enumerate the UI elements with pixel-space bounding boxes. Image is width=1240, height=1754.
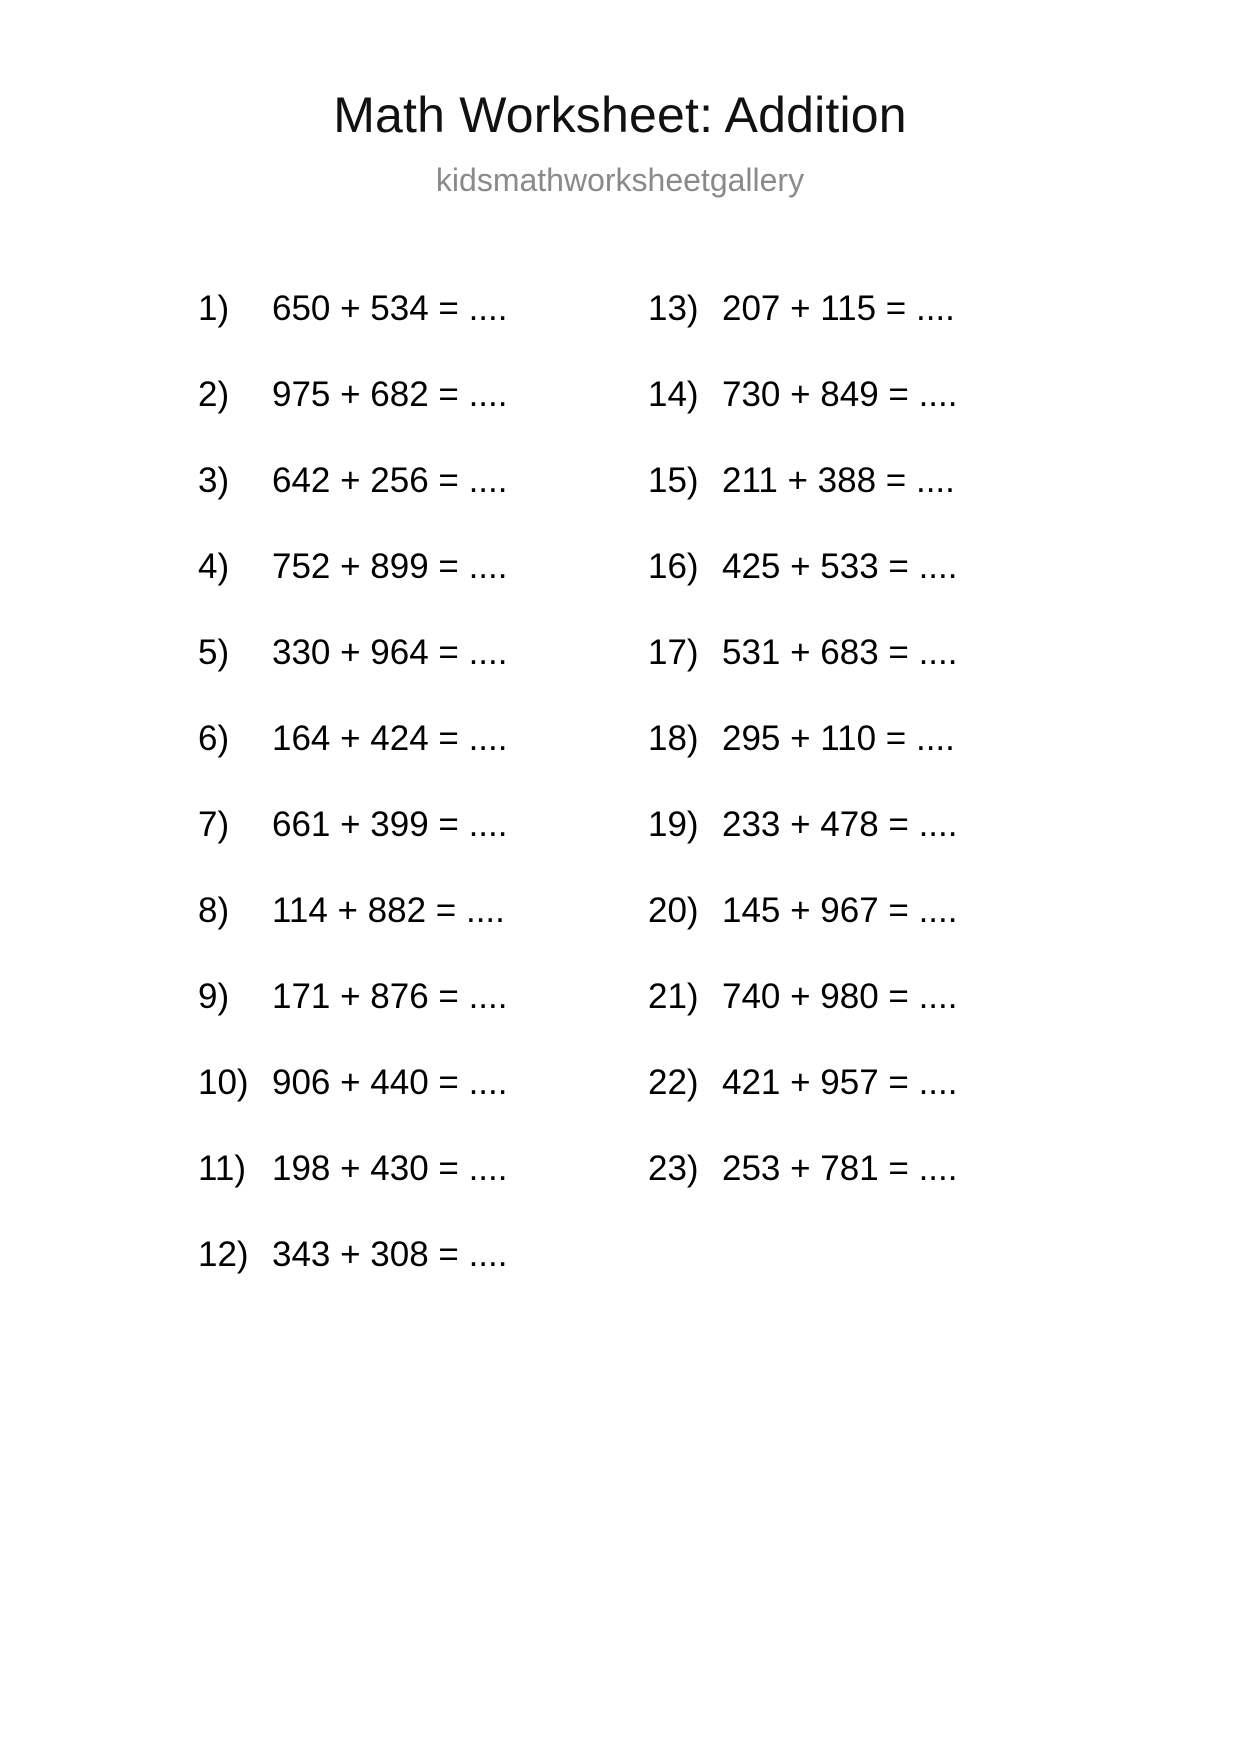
problem-number: 7) (198, 805, 230, 844)
problem-item (648, 721, 978, 807)
problem-expression: 906 + 440 = .... (272, 1063, 508, 1102)
problem-number: 19) (648, 805, 699, 844)
problem-number: 23) (648, 1149, 699, 1188)
problem-number: 2) (198, 375, 230, 414)
problem-item (648, 463, 978, 549)
problem-expression: 198 + 430 = .... (272, 1149, 508, 1188)
problem-item (648, 635, 978, 721)
problem-item (198, 807, 528, 893)
problem-item (198, 635, 528, 721)
problem-expression: 145 + 967 = .... (722, 891, 958, 930)
problem-number: 14) (648, 375, 699, 414)
page-title: Math Worksheet: Addition (333, 87, 907, 143)
problem-number: 13) (648, 289, 699, 328)
problem-expression: 740 + 980 = .... (722, 977, 958, 1016)
problem-number: 8) (198, 891, 230, 930)
problem-expression: 343 + 308 = .... (272, 1235, 508, 1274)
problem-number: 10) (198, 1063, 249, 1102)
problem-number: 18) (648, 719, 699, 758)
problem-expression: 975 + 682 = .... (272, 375, 508, 414)
problem-item (198, 377, 528, 463)
problem-expression: 650 + 534 = .... (272, 289, 508, 328)
problem-number: 22) (648, 1063, 699, 1102)
problem-number: 12) (198, 1235, 249, 1274)
problem-expression: 171 + 876 = .... (272, 977, 508, 1016)
problem-item (648, 807, 978, 893)
problem-item (198, 463, 528, 549)
problem-column-left (198, 291, 528, 1323)
problem-expression: 114 + 882 = .... (272, 891, 505, 930)
problem-item (198, 893, 528, 979)
problem-item (198, 1237, 528, 1323)
problem-item (648, 979, 978, 1065)
problem-number: 3) (198, 461, 230, 500)
problem-expression: 730 + 849 = .... (722, 375, 958, 414)
problem-item (648, 1065, 978, 1151)
problem-number: 21) (648, 977, 699, 1016)
problem-item (198, 291, 528, 377)
problem-expression: 425 + 533 = .... (722, 547, 958, 586)
problem-expression: 421 + 957 = .... (722, 1063, 958, 1102)
page-subtitle: kidsmathworksheetgallery (435, 162, 805, 198)
problem-item (198, 721, 528, 807)
problem-number: 1) (198, 289, 230, 328)
problem-expression: 211 + 388 = .... (722, 461, 955, 500)
problem-number: 5) (198, 633, 230, 672)
problem-item (198, 549, 528, 635)
problem-item (648, 893, 978, 979)
problem-number: 11) (198, 1149, 246, 1188)
problem-item (198, 1065, 528, 1151)
problem-columns (0, 291, 1240, 1323)
problem-number: 4) (198, 547, 230, 586)
problem-expression: 752 + 899 = .... (272, 547, 508, 586)
problem-item (648, 377, 978, 463)
problem-expression: 661 + 399 = .... (272, 805, 508, 844)
problem-expression: 531 + 683 = .... (722, 633, 958, 672)
problem-number: 15) (648, 461, 699, 500)
problem-number: 17) (648, 633, 699, 672)
problem-number: 9) (198, 977, 230, 1016)
problem-number: 20) (648, 891, 699, 930)
problem-column-right (648, 291, 978, 1323)
problem-item (648, 1151, 978, 1237)
problem-expression: 164 + 424 = .... (272, 719, 508, 758)
problem-item (198, 1151, 528, 1237)
problem-item (648, 291, 978, 377)
problem-expression: 233 + 478 = .... (722, 805, 958, 844)
problem-expression: 207 + 115 = .... (722, 289, 955, 328)
problem-item (198, 979, 528, 1065)
problem-expression: 330 + 964 = .... (272, 633, 508, 672)
problem-number: 6) (198, 719, 230, 758)
problem-number: 16) (648, 547, 699, 586)
problem-expression: 642 + 256 = .... (272, 461, 508, 500)
problem-item (648, 549, 978, 635)
problem-expression: 253 + 781 = .... (722, 1149, 958, 1188)
problem-expression: 295 + 110 = .... (722, 719, 955, 758)
